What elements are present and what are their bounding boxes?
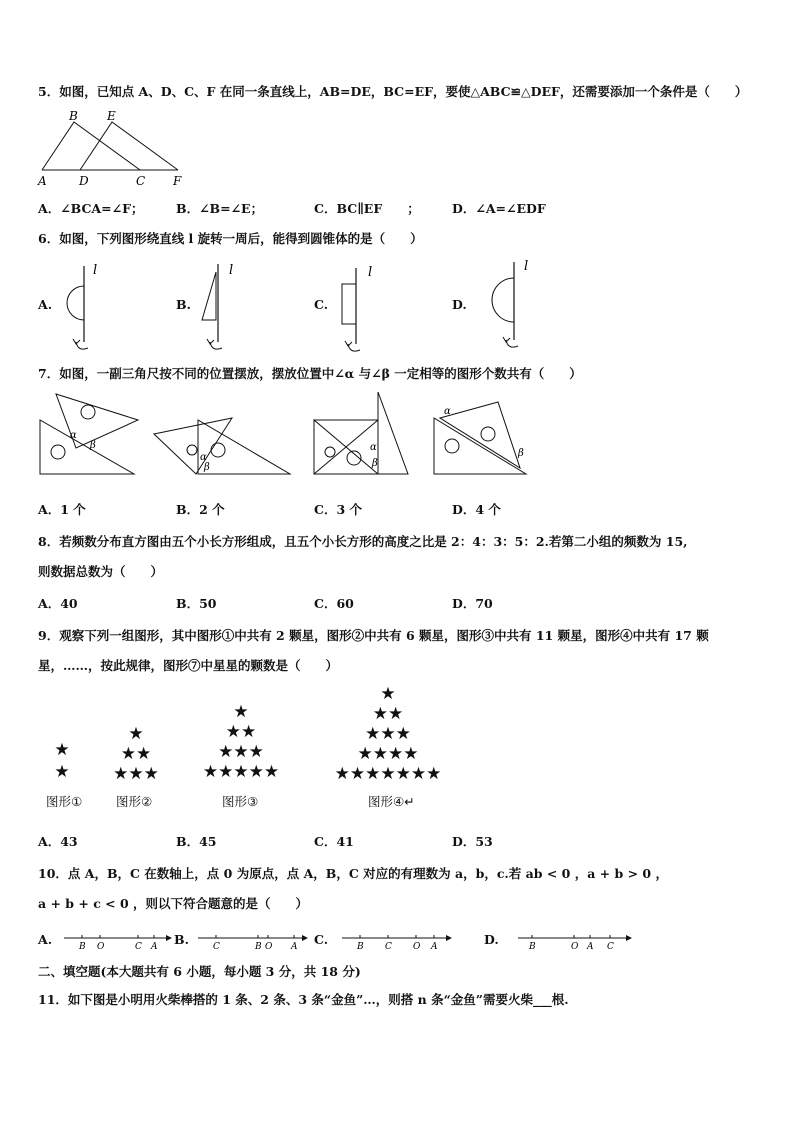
star-icon: ★ — [233, 702, 249, 722]
q10b-label-4: A — [291, 942, 298, 952]
star-icon: ★ — [54, 740, 70, 760]
star-icon: ★ — [218, 762, 234, 782]
q10d-label-4: C — [607, 942, 614, 952]
q7-fig2-alpha: α — [200, 452, 207, 463]
q9-stem-line2: 星，……，按此规律，图形⑦中星星的颗数是（ ） — [38, 658, 339, 673]
q10-number-line-b — [196, 930, 308, 952]
star-icon: ★ — [128, 764, 144, 784]
section-heading-fill-in: 二、填空题(本大题共有 6 小题，每小题 3 分，共 18 分) — [38, 964, 361, 979]
q7-stem: 7．如图，一副三角尺按不同的位置摆放，摆放位置中∠α 与∠β 一定相等的图形个数共有（ ） — [38, 366, 582, 381]
q8-stem-line2: 则数据总数为（ ） — [38, 564, 164, 579]
q5-option-b[interactable]: B．∠B=∠E； — [176, 201, 264, 216]
star-icon: ★ — [241, 722, 257, 742]
star-icon: ★ — [357, 744, 373, 764]
q6-figure-b — [192, 258, 242, 355]
star-icon: ★ — [136, 744, 152, 764]
q7-fig3-alpha: α — [370, 442, 377, 453]
q7-option-d[interactable]: D．4 个 — [452, 502, 501, 517]
q10a-label-1: B — [79, 942, 86, 952]
q9-option-b[interactable]: B．45 — [176, 834, 217, 849]
q9-pattern-2 — [108, 724, 164, 784]
q7-figure-3 — [312, 388, 412, 478]
star-icon: ★ — [388, 704, 404, 724]
q9-caption-3: 图形③ — [222, 794, 259, 809]
q9-pattern-4 — [322, 684, 454, 784]
star-icon: ★ — [54, 762, 70, 782]
q5-label-A: A — [38, 174, 47, 188]
q10c-label-4: A — [431, 942, 438, 952]
q10a-label-4: A — [151, 942, 158, 952]
q10d-label-3: A — [587, 942, 594, 952]
q10a-label-2: O — [97, 942, 105, 952]
star-icon: ★ — [248, 742, 264, 762]
q8-option-a[interactable]: A．40 — [38, 596, 78, 611]
star-icon: ★ — [334, 764, 350, 784]
star-icon: ★ — [380, 684, 396, 704]
q9-p1-row1 — [52, 740, 72, 762]
q6-option-d[interactable]: D. — [452, 297, 467, 312]
q9-pattern-3 — [196, 702, 286, 782]
q7-fig4-beta: β — [518, 448, 524, 459]
q8-option-d[interactable]: D．70 — [452, 596, 493, 611]
q9-option-c[interactable]: C．41 — [314, 834, 354, 849]
q9-stem-line1: 9．观察下列一组图形，其中图形①中共有 2 颗星，图形②中共有 6 颗星，图形③中共有 11 颗星，图形④中共有 17 颗 — [38, 628, 709, 643]
q10-stem-line1: 10．点 A，B，C 在数轴上，点 0 为原点，点 A，B，C 对应的有理数为 a，b，c.若 ab < 0 ，a + b > 0 ， — [38, 866, 668, 881]
q10c-label-3: O — [413, 942, 421, 952]
star-icon: ★ — [365, 764, 381, 784]
star-icon: ★ — [120, 744, 136, 764]
q6-option-b[interactable]: B. — [176, 297, 191, 312]
q6-axis-label-b: l — [229, 263, 234, 278]
q5-label-F: F — [173, 174, 182, 188]
q8-option-b[interactable]: B．50 — [176, 596, 217, 611]
star-icon: ★ — [395, 724, 411, 744]
star-icon: ★ — [113, 764, 129, 784]
q10c-label-2: C — [385, 942, 392, 952]
q10b-label-2: B — [255, 942, 262, 952]
q10-number-line-a — [62, 930, 172, 952]
q5-label-E: E — [107, 109, 116, 123]
q10-number-line-c — [340, 930, 452, 952]
q6-option-a[interactable]: A. — [38, 297, 53, 312]
q6-figure-a — [58, 260, 108, 355]
star-icon: ★ — [349, 764, 366, 784]
star-icon: ★ — [128, 724, 144, 744]
q7-figure-1 — [38, 390, 138, 478]
star-icon: ★ — [233, 742, 249, 762]
star-icon: ★ — [380, 764, 396, 784]
star-icon: ★ — [202, 762, 219, 782]
star-icon: ★ — [380, 724, 396, 744]
q10d-label-1: B — [529, 942, 536, 952]
q10b-label-1: C — [213, 942, 220, 952]
q9-pattern-1 — [52, 740, 72, 784]
star-icon: ★ — [143, 764, 159, 784]
q10-option-b[interactable]: B. — [174, 932, 189, 947]
star-icon: ★ — [388, 744, 404, 764]
q9-caption-1: 图形① — [46, 794, 83, 809]
q5-label-B: B — [69, 109, 78, 123]
star-icon: ★ — [225, 722, 241, 742]
q9-option-d[interactable]: D．53 — [452, 834, 493, 849]
star-icon: ★ — [372, 744, 388, 764]
q7-fig2-beta: β — [204, 462, 210, 473]
q7-fig1-beta: β — [90, 440, 96, 451]
q5-triangle-figure — [36, 108, 196, 190]
q10-stem-line2: a + b + c < 0 ，则以下符合题意的是（ ） — [38, 896, 309, 911]
q9-p1-row2 — [52, 762, 72, 784]
q6-axis-label-c: l — [368, 265, 373, 280]
q6-stem: 6．如图，下列图形绕直线 l 旋转一周后，能得到圆锥体的是（ ） — [38, 231, 423, 246]
q6-figure-d — [470, 256, 530, 355]
q10-number-line-d — [516, 930, 632, 952]
star-icon: ★ — [372, 704, 388, 724]
q8-option-c[interactable]: C．60 — [314, 596, 354, 611]
q7-figure-4 — [430, 388, 530, 478]
star-icon: ★ — [248, 762, 264, 782]
star-icon: ★ — [218, 742, 234, 762]
q10-option-d[interactable]: D. — [484, 932, 499, 947]
q10a-label-3: C — [135, 942, 142, 952]
q7-option-b[interactable]: B．2 个 — [176, 502, 225, 517]
q11-stem: 11．如下图是小明用火柴棒搭的 1 条、2 条、3 条“金鱼”…，则搭 n 条“金鱼”需要火柴___根. — [38, 992, 569, 1007]
q10d-label-2: O — [571, 942, 579, 952]
q10-option-a[interactable]: A. — [38, 932, 53, 947]
q6-figure-c — [330, 262, 380, 355]
star-icon: ★ — [403, 744, 419, 764]
q10-option-c[interactable]: C. — [314, 932, 329, 947]
q5-label-C: C — [136, 174, 146, 188]
q10b-label-3: O — [265, 942, 273, 952]
q7-option-a[interactable]: A．1 个 — [38, 502, 86, 517]
star-icon: ★ — [395, 764, 411, 784]
star-icon: ★ — [263, 762, 280, 782]
q9-caption-4: 图形④↵ — [368, 794, 415, 809]
q7-option-c[interactable]: C．3 个 — [314, 502, 362, 517]
q5-stem: 5．如图，已知点 A、D、C、F 在同一条直线上，AB=DE，BC=EF，要使△ABC≌△DEF，还需要添加一个条件是（ ） — [38, 84, 748, 99]
star-icon: ★ — [233, 762, 249, 782]
q5-option-d[interactable]: D．∠A=∠EDF — [452, 201, 546, 216]
q5-option-a[interactable]: A．∠BCA=∠F； — [38, 201, 144, 216]
q7-fig3-beta: β — [372, 458, 378, 469]
q6-axis-label-d: l — [524, 259, 529, 274]
q7-fig1-alpha: α — [70, 430, 77, 441]
q5-label-D: D — [79, 174, 89, 188]
q6-option-c[interactable]: C. — [314, 297, 329, 312]
q5-option-c[interactable]: C．BC∥EF ； — [314, 201, 420, 216]
star-icon: ★ — [410, 764, 427, 784]
q9-caption-2: 图形② — [116, 794, 153, 809]
q7-figure-2 — [152, 388, 294, 478]
q10c-label-1: B — [357, 942, 364, 952]
star-icon: ★ — [426, 764, 442, 784]
q9-option-a[interactable]: A．43 — [38, 834, 78, 849]
q8-stem-line1: 8．若频数分布直方图由五个小长方形组成，且五个小长方形的高度之比是 2：4：3：5：2.若第二小组的频数为 15, — [38, 534, 688, 549]
q7-fig4-alpha: α — [444, 406, 451, 417]
q6-axis-label-a: l — [93, 263, 98, 278]
star-icon: ★ — [365, 724, 381, 744]
